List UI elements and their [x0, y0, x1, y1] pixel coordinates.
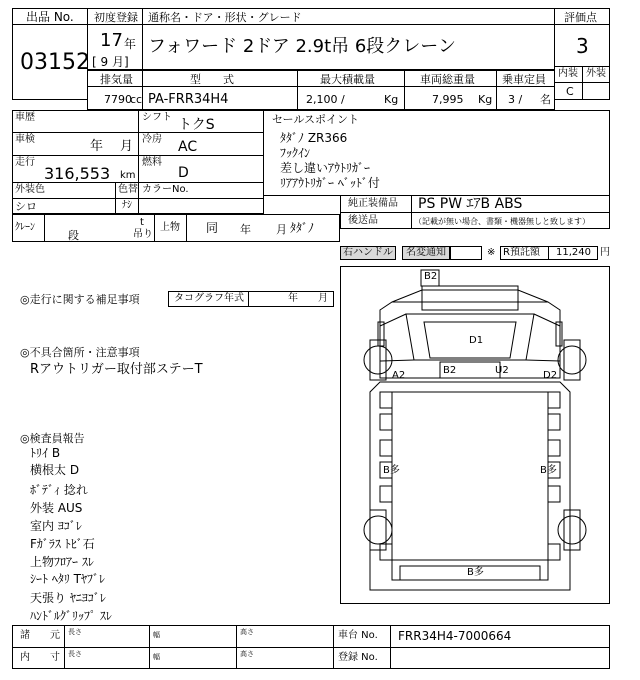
inspector-line: 外装 AUS: [30, 501, 83, 515]
footer-length: 長さ: [68, 650, 82, 658]
right-handle: 右ハンドル: [343, 247, 393, 258]
history-label: 車歴: [15, 112, 35, 123]
name-change-label: 名変通知: [406, 247, 446, 258]
sales-point-line: ﾀﾀﾞﾉ ZR366: [280, 131, 348, 145]
reg-year: 17: [100, 30, 123, 51]
tax-label: R預託額: [503, 247, 540, 258]
equipment-label: 純正装備品: [348, 198, 398, 209]
shift: トクS: [178, 117, 215, 133]
chassis-label: 車台 No.: [338, 630, 378, 641]
crane-year: 年: [240, 223, 251, 236]
score-value: 3: [576, 34, 589, 58]
chassis-no: FRR34H4-7000664: [398, 629, 512, 643]
damage-b2-cab: B2: [443, 365, 457, 376]
sales-point-line: ﾌｯｸｲﾝ: [280, 146, 311, 160]
lot-label: 出品 No.: [26, 10, 74, 24]
model: PA-FRR34H4: [148, 92, 229, 107]
footer-width: 幅: [153, 631, 160, 639]
tachograph-label: タコグラフ年式: [174, 293, 244, 304]
crane-label: ｸﾚｰﾝ: [15, 222, 35, 233]
exterior-label: 外装: [586, 68, 606, 79]
interior-label: 内装: [558, 68, 578, 79]
max-load: 2,100 /: [306, 93, 345, 106]
gross-weight: 7,995: [432, 93, 464, 106]
sales-point-line: ﾘｱｱｳﾄﾘｶﾞｰ ﾍﾞｯﾄﾞ付: [280, 176, 380, 190]
reg-no-label: 登録 No.: [338, 652, 378, 663]
gross-weight-unit: Kg: [478, 93, 493, 106]
sales-point-line: 差し違いｱｳﾄﾘｶﾞｰ: [280, 161, 371, 175]
mileage: 316,553: [44, 164, 111, 183]
crane-hook: 吊り: [133, 229, 153, 240]
crane-month: 月: [276, 223, 287, 236]
damage-a2: A2: [392, 370, 406, 381]
truck-diagram: [340, 266, 610, 604]
inspector-line: 上物ﾌﾛｱｰ ｽﾚ: [30, 555, 94, 569]
fuel: D: [178, 165, 189, 181]
crane-same: 同: [206, 221, 219, 235]
damage-b-bottom: B多: [467, 567, 484, 578]
inspector-line: 天張り ﾔﾆﾖｺﾞﾚ: [30, 591, 106, 605]
inspector-line: ﾊﾝﾄﾞﾙｸﾞﾘｯﾌﾟ ｽﾚ: [30, 609, 112, 623]
shift-label: シフト: [142, 112, 172, 123]
defect-text: Rアウトリガー取付部ステーT: [30, 362, 203, 377]
damage-d2: D2: [543, 370, 558, 381]
mileage-label: 走行: [15, 157, 35, 168]
inspector-line: 横根太 D: [30, 463, 80, 477]
damage-d1: D1: [469, 335, 484, 346]
color-no: ﾅｼ: [122, 200, 132, 211]
car-name: フォワード 2ドア 2.9t吊 6段クレーン: [148, 36, 456, 57]
color-label: 外装色: [15, 184, 45, 195]
equipment-value: PS PW ｴｱB ABS: [418, 196, 523, 212]
displacement: 7790: [104, 93, 132, 106]
damage-b-left: B多: [383, 465, 400, 476]
crane-ton: t: [140, 217, 144, 228]
driving-label: ◎走行に関する補足事項: [20, 293, 140, 306]
max-load-label: 最大積載量: [320, 73, 375, 86]
inspection-month: 月: [120, 139, 134, 154]
footer-inner-label: 内 寸: [20, 652, 60, 663]
tax-value: 11,240: [556, 247, 591, 258]
damage-b-right: B多: [540, 465, 557, 476]
inspector-line: Fｶﾞﾗｽ ﾄﾋﾞ石: [30, 537, 95, 551]
model-label: 型 式: [190, 73, 234, 86]
interior-grade: C: [566, 85, 574, 98]
footer-width: 幅: [153, 653, 160, 661]
capacity-unit: 名: [540, 93, 551, 106]
fuel-label: 燃料: [142, 157, 162, 168]
inspector-line: 室内 ﾖｺﾞﾚ: [30, 519, 82, 533]
footer-height: 高さ: [240, 628, 254, 636]
grade-label: 評価点: [564, 11, 597, 24]
crane-stage: 段: [68, 229, 79, 242]
color-no-label: 色替: [118, 184, 138, 195]
inspector-label: ◎検査員報告: [20, 432, 85, 445]
first-reg-label: 初度登録: [94, 11, 138, 24]
retrofit-note: （記載が無い場合、書類・機器無しと致します）: [414, 217, 590, 226]
inspector-line: ﾎﾞﾃﾞｨ 捻れ: [30, 483, 88, 497]
lot-number: 03152: [20, 50, 90, 75]
color-number-label: カラーNo.: [142, 184, 189, 195]
name-label: 通称名・ドア・形状・グレード: [148, 11, 302, 24]
damage-u2: U2: [495, 365, 509, 376]
tachograph-year: 年: [288, 293, 298, 304]
body-label: 上物: [160, 222, 180, 233]
footer-length: 長さ: [68, 628, 82, 636]
capacity-label: 乗車定員: [502, 73, 546, 86]
displacement-label: 排気量: [100, 73, 133, 86]
tax-unit: 円: [600, 247, 610, 258]
inspector-line: ｼｰﾄ ﾍﾀﾘ Tﾔﾌﾞﾚ: [30, 572, 105, 586]
ac: AC: [178, 139, 198, 155]
crane-maker: ﾀﾀﾞﾉ: [290, 221, 315, 235]
tachograph-month: 月: [318, 293, 328, 304]
reg-year-unit: 年: [124, 37, 137, 51]
inspection-label: 車検: [15, 134, 35, 145]
inspector-line: ﾄﾘｲ B: [30, 446, 61, 460]
capacity: 3 /: [508, 93, 523, 106]
ac-label: 冷房: [142, 134, 162, 145]
sales-point-label: セールスポイント: [272, 113, 360, 126]
reg-month: [ 9 月]: [92, 55, 129, 69]
damage-b2-top: B2: [424, 271, 438, 282]
color: シロ: [15, 200, 37, 213]
inspection-year: 年: [90, 139, 104, 154]
max-load-unit: Kg: [384, 93, 399, 106]
footer-height: 高さ: [240, 650, 254, 658]
gross-weight-label: 車両総重量: [420, 73, 475, 86]
mileage-unit: km: [120, 170, 136, 181]
displacement-unit: cc: [130, 93, 143, 106]
footer-notes-label: 諸 元: [20, 630, 60, 641]
tax-mark: ※: [487, 247, 496, 258]
retrofit-label: 後送品: [348, 215, 378, 226]
defect-label: ◎不具合箇所・注意事項: [20, 346, 140, 359]
